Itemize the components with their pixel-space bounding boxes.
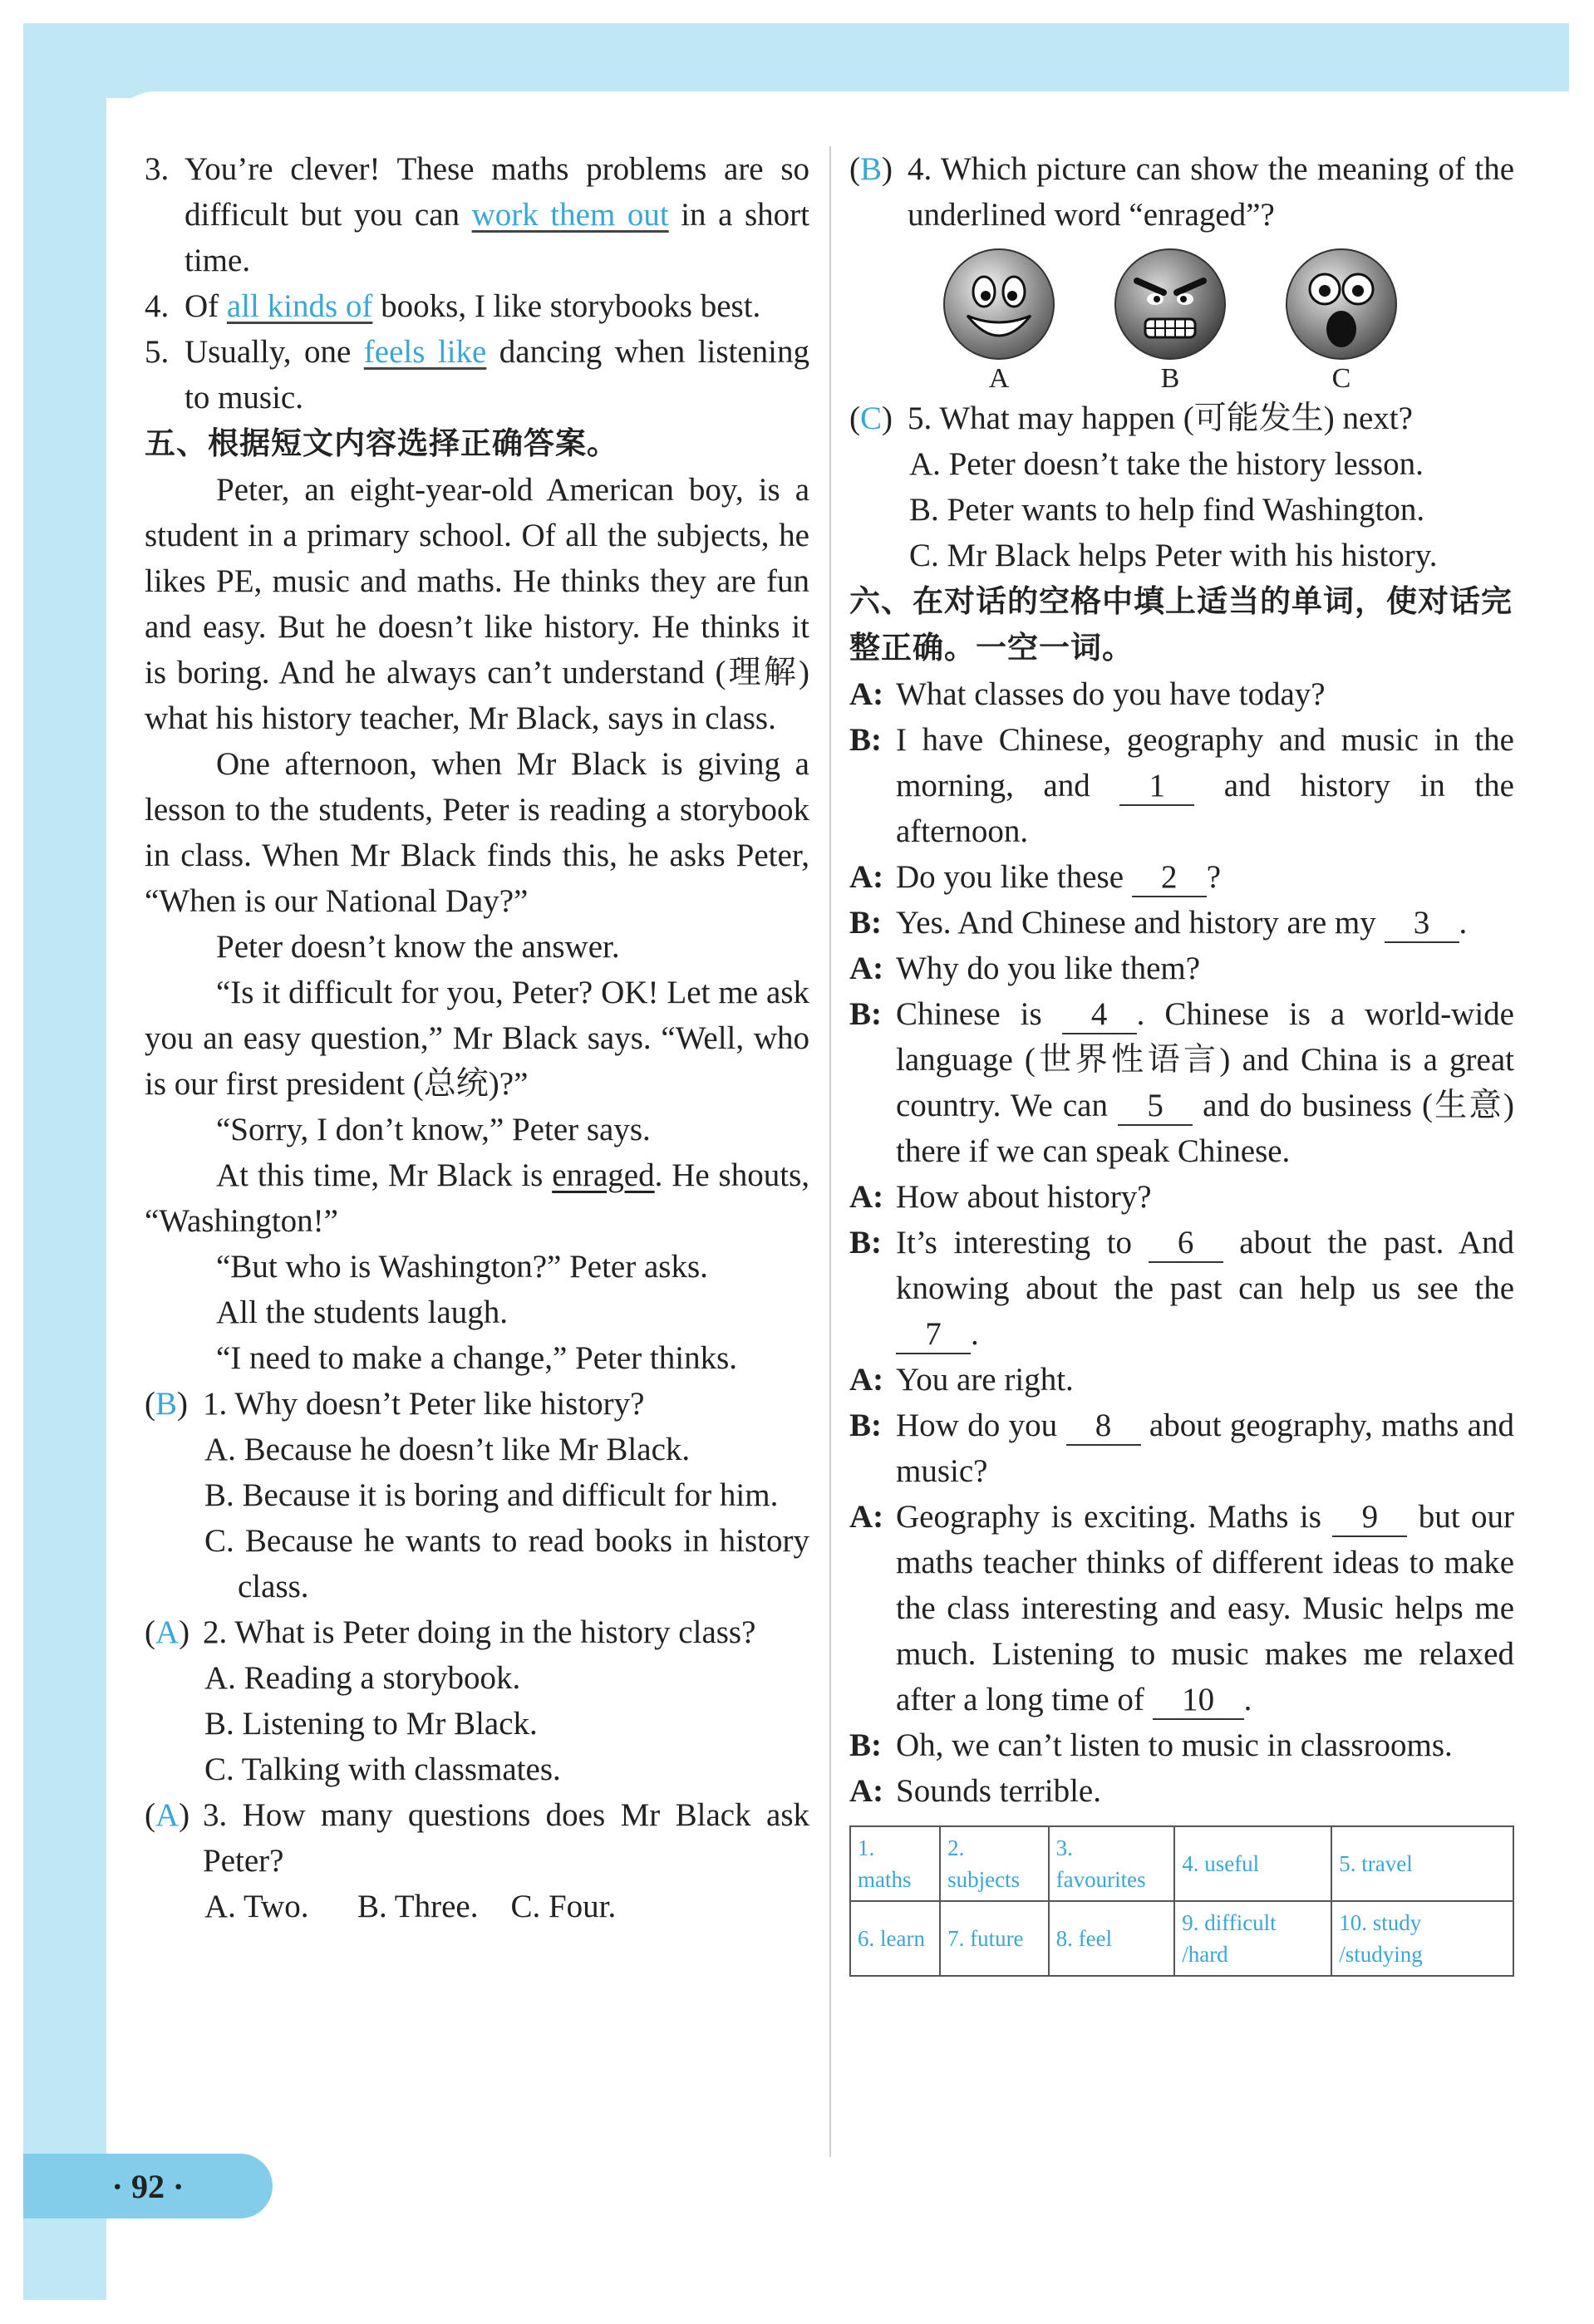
question bbox=[145, 1609, 809, 1655]
dialog-text bbox=[896, 1494, 1514, 1722]
answer-key-cell: 1. maths bbox=[850, 1826, 940, 1901]
speaker: B: bbox=[849, 1225, 882, 1260]
option: C. Talking with classmates. bbox=[204, 1752, 561, 1787]
dialog-fragment: Why do you like them? bbox=[896, 951, 1201, 986]
answer-key-cell: 2. subjects bbox=[940, 1826, 1049, 1901]
passage-paragraph: “But who is Washington?” Peter asks. bbox=[216, 1249, 708, 1285]
dialog-line bbox=[849, 1722, 1514, 1768]
speaker: B: bbox=[849, 1408, 882, 1443]
dialog-fragment: but our maths teacher thinks of different ideas to make the class interesting and easy. Music helps me much. Listening to music makes me relaxed after a long time of bbox=[896, 1499, 1514, 1717]
dialog-text bbox=[896, 1403, 1514, 1494]
option: A. Reading a storybook. bbox=[204, 1660, 521, 1696]
dialog-text bbox=[896, 1220, 1514, 1357]
speaker: A: bbox=[849, 1499, 884, 1535]
dialog-fragment: . bbox=[1243, 1682, 1252, 1717]
page-number: · 92 · bbox=[23, 2154, 273, 2218]
answer-key-cell: 10. study /studying bbox=[1331, 1901, 1513, 1976]
dialog-text bbox=[896, 1768, 1514, 1814]
item-text bbox=[184, 329, 809, 420]
answer-bracket: (A) bbox=[145, 1614, 190, 1650]
blank-6: 6 bbox=[1149, 1225, 1223, 1263]
answer-key-cell: 7. future bbox=[940, 1901, 1049, 1976]
dialog-fragment: How about history? bbox=[896, 1179, 1152, 1215]
passage-paragraph: All the students laugh. bbox=[216, 1295, 508, 1330]
item-text-before: Of bbox=[184, 288, 227, 324]
speaker: A: bbox=[849, 1362, 884, 1398]
answer-key-cell: 4. useful bbox=[1174, 1826, 1331, 1901]
dialog-fragment: Sounds terrible. bbox=[896, 1773, 1101, 1809]
option: B. Peter wants to help find Washington. bbox=[909, 492, 1425, 528]
dialog-line bbox=[849, 900, 1514, 946]
fill-item bbox=[145, 283, 809, 329]
dialog-fragment: and do business (生意) there if we can speak Chinese. bbox=[896, 1088, 1515, 1169]
answer-letter: C bbox=[860, 400, 883, 436]
answer-letter: B bbox=[155, 1386, 178, 1422]
dialog-line bbox=[849, 1403, 1514, 1494]
dialog-line bbox=[849, 1768, 1514, 1814]
dialog-text bbox=[896, 1357, 1514, 1403]
dialog-fragment: It’s interesting to bbox=[896, 1225, 1149, 1260]
underlined-word-enraged: enraged bbox=[552, 1157, 655, 1193]
shocked-face-icon bbox=[1283, 246, 1400, 362]
passage-text: At this time, Mr Black is bbox=[216, 1157, 553, 1193]
answer-bracket: (B) bbox=[145, 1386, 189, 1422]
dialog-fragment: . bbox=[971, 1316, 979, 1352]
face-pictures bbox=[849, 246, 1514, 396]
answer-letter: B bbox=[860, 151, 883, 187]
filled-answer: feels like bbox=[363, 334, 487, 370]
fill-in-items bbox=[145, 146, 809, 420]
speaker: A: bbox=[849, 676, 884, 712]
item-number: 5. bbox=[145, 334, 170, 370]
dialog-fragment: about geography, maths and music? bbox=[896, 1408, 1514, 1489]
reading-questions bbox=[145, 1381, 809, 1929]
dialog-line bbox=[849, 991, 1514, 1174]
dialog-fragment: Oh, we can’t listen to music in classrooms. bbox=[896, 1727, 1453, 1763]
fill-item bbox=[145, 146, 809, 283]
question-stem: 4. Which picture can show the meaning of the underlined word “enraged”? bbox=[908, 151, 1514, 233]
dialog-line bbox=[849, 1357, 1514, 1403]
question-stem: 2. What is Peter doing in the history class? bbox=[203, 1614, 756, 1650]
answer-key-cell: 3. favourites bbox=[1049, 1826, 1175, 1901]
answer-key-row bbox=[850, 1901, 1513, 1976]
speaker: B: bbox=[849, 1727, 882, 1763]
dialog-fragment: Chinese is bbox=[896, 996, 1062, 1032]
passage-text: . He shouts, “Washington!” bbox=[145, 1157, 810, 1239]
item-text bbox=[184, 283, 809, 329]
speaker: A: bbox=[849, 859, 884, 895]
answer-key-cell: 6. learn bbox=[850, 1901, 940, 1976]
passage-paragraph: Peter doesn’t know the answer. bbox=[216, 929, 620, 965]
blank-5: 5 bbox=[1118, 1088, 1193, 1126]
dialog-text bbox=[896, 1722, 1514, 1768]
speaker: A: bbox=[849, 951, 884, 986]
dialog-text bbox=[896, 991, 1514, 1174]
happy-face-icon bbox=[941, 246, 1057, 362]
dialog-line bbox=[849, 1174, 1514, 1220]
question-stem: 5. What may happen (可能发生) next? bbox=[908, 400, 1413, 436]
dialog-fragment: and history in the afternoon. bbox=[896, 768, 1514, 849]
filled-answer: work them out bbox=[471, 197, 669, 233]
item-text bbox=[184, 146, 809, 283]
item-text-after: dancing when listening to music. bbox=[184, 334, 809, 415]
dialog-fragment: Geography is exciting. Maths is bbox=[896, 1499, 1333, 1535]
item-text-after: in a short time. bbox=[184, 197, 809, 278]
section-5-heading: 五、根据短文内容选择正确答案。 bbox=[145, 425, 618, 461]
question-stem: 3. How many questions does Mr Black ask Peter? bbox=[203, 1797, 809, 1879]
dialog-line bbox=[849, 946, 1514, 991]
speaker: B: bbox=[849, 722, 882, 758]
blank-9: 9 bbox=[1332, 1499, 1407, 1537]
question-stem: 1. Why doesn’t Peter like history? bbox=[203, 1386, 645, 1422]
fill-item bbox=[145, 329, 809, 420]
dialog-fragment: . bbox=[1459, 905, 1468, 941]
item-text-before: Usually, one bbox=[184, 334, 364, 370]
top-color-band bbox=[23, 23, 1569, 98]
dialog-fragment: Yes. And Chinese and history are my bbox=[896, 905, 1385, 941]
dialog-fragment: ? bbox=[1206, 859, 1222, 895]
face-label: A bbox=[988, 363, 1010, 394]
answer-letter: A bbox=[155, 1797, 180, 1833]
option: B. Listening to Mr Black. bbox=[204, 1706, 538, 1742]
answer-key-table bbox=[849, 1825, 1514, 1977]
dialog-text bbox=[896, 946, 1514, 991]
option: C. Mr Black helps Peter with his history. bbox=[909, 538, 1438, 573]
face-label: C bbox=[1331, 363, 1351, 394]
dialog-line bbox=[849, 717, 1514, 854]
left-column bbox=[145, 146, 809, 1929]
item-text-before: You’re clever! These maths problems are so difficult but you can bbox=[184, 151, 809, 233]
option: A. Because he doesn’t like Mr Black. bbox=[204, 1432, 691, 1467]
column-divider bbox=[829, 146, 831, 2157]
dialog-fragment: I have Chinese, geography and music in the morning, and bbox=[896, 722, 1514, 803]
answer-key-cell: 5. travel bbox=[1331, 1826, 1513, 1901]
blank-2: 2 bbox=[1132, 859, 1207, 897]
dialog bbox=[849, 671, 1514, 1814]
dialog-fragment: You are right. bbox=[896, 1362, 1074, 1398]
dialog-fragment: How do you bbox=[896, 1408, 1066, 1443]
item-number: 4. bbox=[145, 288, 170, 324]
option: A. Peter doesn’t take the history lesson. bbox=[909, 446, 1424, 482]
speaker: A: bbox=[849, 1773, 884, 1809]
speaker: B: bbox=[849, 996, 882, 1032]
answer-letter: A bbox=[155, 1614, 180, 1650]
blank-4: 4 bbox=[1062, 996, 1137, 1034]
blank-3: 3 bbox=[1385, 905, 1459, 943]
face-option-c bbox=[1283, 246, 1400, 396]
item-number: 3. bbox=[145, 151, 170, 187]
dialog-line bbox=[849, 1494, 1514, 1722]
blank-7: 7 bbox=[896, 1316, 971, 1354]
answer-key-cell: 9. difficult /hard bbox=[1174, 1901, 1331, 1976]
passage-paragraph: “I need to make a change,” Peter thinks. bbox=[216, 1340, 737, 1376]
options-inline: A. Two. B. Three. C. Four. bbox=[204, 1889, 617, 1924]
reading-passage bbox=[145, 467, 809, 1381]
filled-answer: all kinds of bbox=[226, 288, 373, 324]
answer-bracket: (B) bbox=[849, 151, 893, 187]
speaker: B: bbox=[849, 905, 882, 941]
dialog-text bbox=[896, 900, 1514, 946]
answer-key-cell: 8. feel bbox=[1049, 1901, 1175, 1976]
dialog-text bbox=[896, 671, 1514, 717]
answer-bracket: (C) bbox=[849, 400, 893, 436]
angry-face-icon bbox=[1112, 246, 1228, 362]
item-text-after: books, I like storybooks best. bbox=[372, 288, 761, 324]
passage-paragraph bbox=[145, 1152, 809, 1244]
passage-paragraph: “Sorry, I don’t know,” Peter says. bbox=[216, 1112, 651, 1147]
dialog-line bbox=[849, 1220, 1514, 1357]
passage-paragraph: Peter, an eight-year-old American boy, is a student in a primary school. Of all the subjects, he likes PE, music and maths. He thinks they are fun and easy. But he doesn’t like history. He thinks it is boring. And he always can’t understand (理解) what his history teacher, Mr Black, says in class. bbox=[145, 472, 809, 736]
blank-8: 8 bbox=[1066, 1408, 1141, 1446]
question bbox=[145, 1381, 809, 1427]
question bbox=[145, 1792, 809, 1884]
answer-bracket: (A) bbox=[145, 1797, 190, 1833]
side-color-band bbox=[23, 23, 106, 2300]
dialog-fragment: . Chinese is a world-wide language (世界性语言) and China is a great country. We can bbox=[896, 996, 1514, 1123]
question-5 bbox=[849, 396, 1514, 441]
speaker: A: bbox=[849, 1179, 884, 1215]
face-label: B bbox=[1160, 363, 1180, 394]
dialog-text bbox=[896, 717, 1514, 854]
option: C. Because he wants to read books in history class. bbox=[204, 1523, 809, 1604]
passage-paragraph: “Is it difficult for you, Peter? OK! Let me ask you an easy question,” Mr Black says. “Well, who is our first president (总统)?” bbox=[145, 975, 809, 1102]
answer-key-row bbox=[850, 1826, 1513, 1901]
dialog-text bbox=[896, 1174, 1514, 1220]
passage-paragraph: One afternoon, when Mr Black is giving a lesson to the students, Peter is reading a storybook in class. When Mr Black finds this, he asks Peter, “When is our National Day?” bbox=[145, 746, 809, 919]
dialog-line bbox=[849, 671, 1514, 717]
dialog-line bbox=[849, 854, 1514, 900]
face-option-b bbox=[1112, 246, 1228, 396]
dialog-fragment: What classes do you have today? bbox=[896, 676, 1326, 712]
section-6-heading: 六、在对话的空格中填上适当的单词，使对话完整正确。一空一词。 bbox=[849, 583, 1513, 666]
question-4 bbox=[849, 146, 1514, 238]
dialog-fragment: Do you like these bbox=[896, 859, 1132, 895]
blank-1: 1 bbox=[1119, 768, 1194, 806]
dialog-text bbox=[896, 854, 1514, 900]
face-option-a bbox=[941, 246, 1057, 396]
option: B. Because it is boring and difficult for him. bbox=[204, 1477, 779, 1513]
dialog-fragment: about the past. And knowing about the past can help us see the bbox=[896, 1225, 1514, 1306]
blank-10: 10 bbox=[1153, 1682, 1244, 1720]
right-column bbox=[849, 146, 1514, 1977]
